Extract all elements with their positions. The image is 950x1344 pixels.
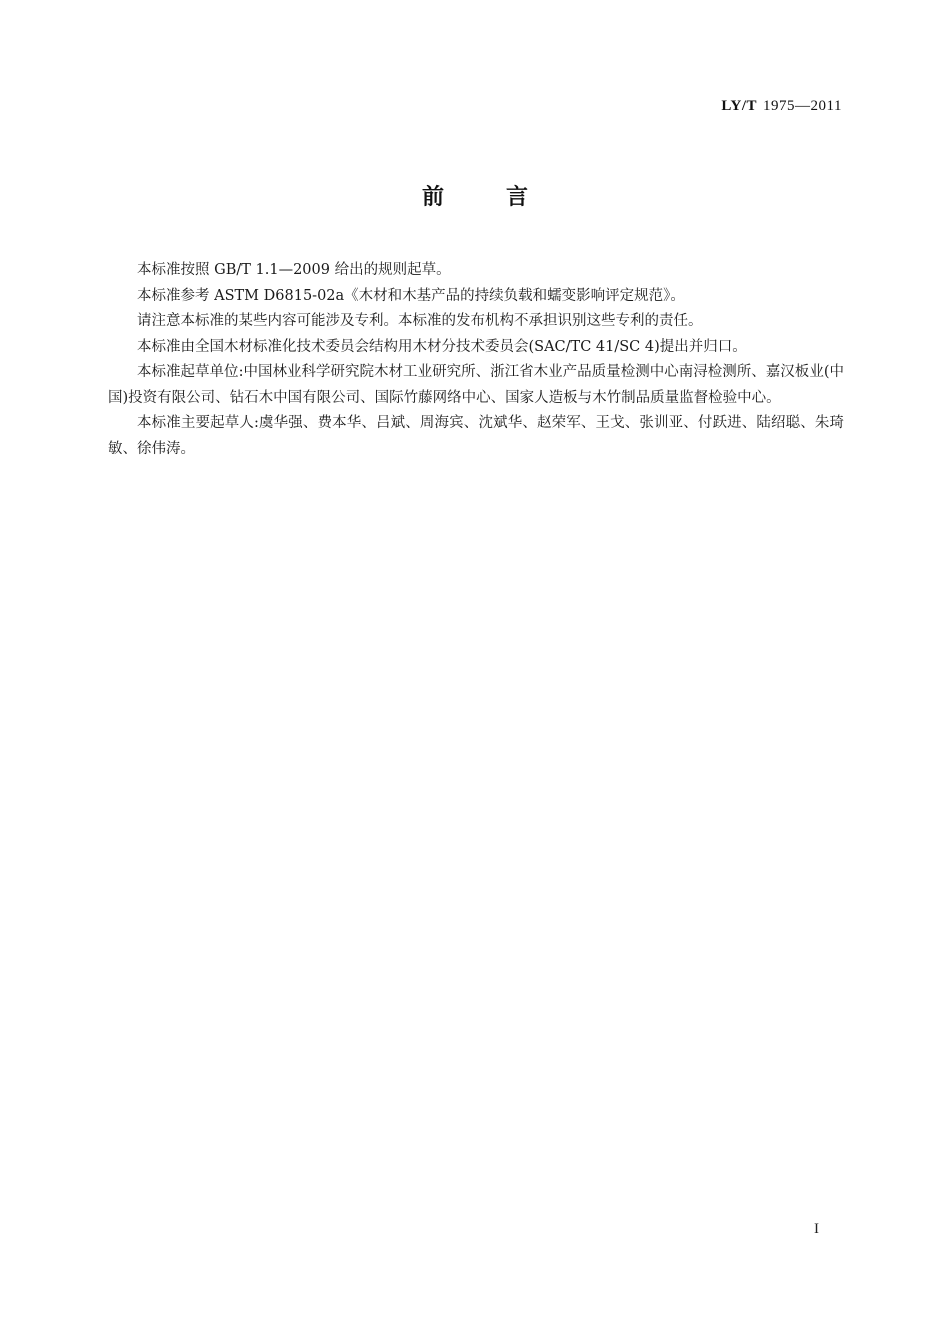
paragraph-drafters: 本标准主要起草人:虞华强、费本华、吕斌、周海宾、沈斌华、赵荣军、王戈、张训亚、付跃进、陆绍聪、朱琦敏、徐伟涛。 [108, 415, 844, 457]
paragraph-reference: 本标准参考 ASTM D6815-02a《木材和木基产品的持续负载和蠕变影响评定规范》。 [137, 287, 685, 304]
standard-number: 1975—2011 [763, 98, 842, 114]
paragraph-drafting-rules: 本标准按照 GB/T 1.1—2009 给出的规则起草。 [137, 262, 451, 278]
paragraph-drafting-units: 本标准起草单位:中国林业科学研究院木材工业研究所、浙江省木业产品质量检测中心南浔检测所、嘉汉板业(中国)投资有限公司、钻石木中国有限公司、国际竹藤网络中心、国家人造板与木竹制品质量监督检验中心。 [108, 364, 844, 406]
page-number: I [814, 1221, 819, 1237]
page-title: 前言 [421, 185, 590, 210]
foreword-body [108, 258, 844, 462]
standard-code [721, 98, 842, 115]
paragraph-patent-notice: 请注意本标准的某些内容可能涉及专利。本标准的发布机构不承担识别这些专利的责任。 [137, 313, 703, 329]
paragraph-proposer: 本标准由全国木材标准化技术委员会结构用木材分技术委员会(SAC/TC 41/SC 4)提出并归口。 [137, 338, 747, 355]
standard-prefix: LY/T [721, 98, 758, 114]
